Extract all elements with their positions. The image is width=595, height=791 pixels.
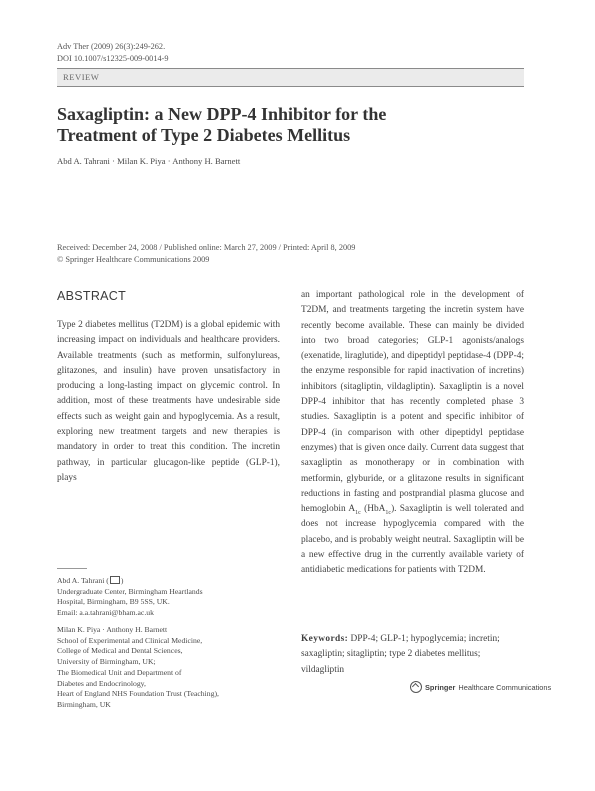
affiliation-line: Birmingham, UK: [57, 699, 111, 709]
keywords-text: DPP-4; GLP-1; hypoglycemia; incretin; saxagliptin; sitagliptin; type 2 diabetes mellitus; vildagliptin: [301, 634, 500, 675]
title-line-2: Treatment of Type 2 Diabetes Mellitus: [57, 124, 351, 145]
affiliation-line: School of Experimental and Clinical Medicine,: [57, 635, 203, 645]
doi: DOI 10.1007/s12325-009-0014-9: [57, 53, 169, 63]
logo-suffix: Healthcare Communications: [458, 682, 552, 692]
abstract-text-right: [301, 288, 524, 579]
subscript-1c: 1c: [385, 510, 392, 517]
abstract-text-right-part-b: (HbA: [360, 504, 386, 515]
keywords: [301, 632, 524, 678]
affiliation-author: Abd A. Tahrani ( ): [57, 576, 124, 585]
abstract-text-left: Type 2 diabetes mellitus (T2DM) is a global epidemic with increasing impact on individuals and healthcare providers. Available treatments (such as metformin, sulfonylureas, glitazones, and insulin) have proven unsatisfactory in producing a long-lasting impact on glycemic control. In addition, most of these treatments have undesirable side effects such as weight gain and hypoglycemia. As a result, exploring new treatment targets and new therapies is mandatory in order to treat this condition. The incretin pathway, in particular glucagon-like peptide (GLP-1), plays: [57, 320, 280, 483]
affiliation-line: Hospital, Birmingham, B9 5SS, UK.: [57, 597, 170, 607]
publisher-logo: [410, 681, 551, 693]
keywords-label: Keywords:: [301, 634, 349, 644]
received-dates: Received: December 24, 2008 / Published online: March 27, 2009 / Printed: April 8, 2009: [57, 243, 356, 252]
section-band: [57, 69, 524, 86]
copyright-line: © Springer Healthcare Communications 2009: [57, 254, 210, 264]
affiliation-email[interactable]: Email: a.a.tahrani@bham.ac.uk: [57, 608, 154, 618]
article-title: [57, 104, 457, 145]
publication-dates: [57, 242, 355, 265]
citation-block: [57, 41, 169, 64]
abstract-text-right-part-c: ). Saxagliptin is well tolerated and does not increase hypoglycemia compared with the placebo, and is probably weight neutral. Saxagliptin will be a new effective drug in the currently available variety of antidiabetic medications for patients with T2DM.: [301, 504, 524, 576]
affiliation-line: Diabetes and Endocrinology,: [57, 678, 146, 688]
springer-horse-icon: [410, 681, 422, 693]
envelope-icon: [110, 576, 120, 584]
affiliation-line: Undergraduate Center, Birmingham Heartlands: [57, 586, 203, 596]
section-label: REVIEW: [63, 72, 100, 82]
title-line-1: Saxagliptin: a New DPP-4 Inhibitor for the: [57, 104, 387, 124]
subscript-1c: 1c: [355, 510, 361, 517]
affiliation-line: College of Medical and Dental Sciences,: [57, 646, 183, 656]
journal-citation: Adv Ther (2009) 26(3):249-262.: [57, 42, 166, 51]
abstract-text-right-part-a: an important pathological role in the development of T2DM, and treatments targeting the incretin system have recently become available. These can mainly be divided into two broad categories; GLP-1 agonists/analogs (exenatide, liraglutide), and dipeptidyl peptidase-4 (DPP-4; the enzyme responsible for rapid inactivation of incretins) inhibitors (sitagliptin, vildagliptin). Saxagliptin is a novel DPP-4 inhibitor that has recently completed phase 3 studies. Saxagliptin is a potent and specific inhibitor of DPP-4 (in comparison with other dipeptidyl peptidase enzymes) that is given once daily. Current data suggest that saxagliptin as monotherapy or in combination with metformin, glyburide, or a glitazone results in significant reductions in fasting and postprandial plasma glucose and hemoglobin A: [301, 290, 524, 515]
affiliation-author-name: Milan K. Piya · Anthony H. Barnett: [57, 625, 168, 634]
affiliation-second: [57, 625, 287, 711]
affiliation-author-name: Abd A. Tahrani: [57, 576, 105, 585]
affiliation-line: University of Birmingham, UK;: [57, 657, 156, 667]
logo-brand: Springer: [425, 682, 456, 692]
affiliation-line: Heart of England NHS Foundation Trust (Teaching),: [57, 689, 219, 699]
author-list: Abd A. Tahrani · Milan K. Piya · Anthony H. Barnett: [57, 156, 241, 166]
affiliation-line: The Biomedical Unit and Department of: [57, 667, 182, 677]
abstract-heading: ABSTRACT: [57, 289, 127, 303]
header-rule-bottom: [57, 86, 524, 87]
footnote-rule: [57, 568, 87, 569]
affiliation-first: [57, 576, 287, 619]
